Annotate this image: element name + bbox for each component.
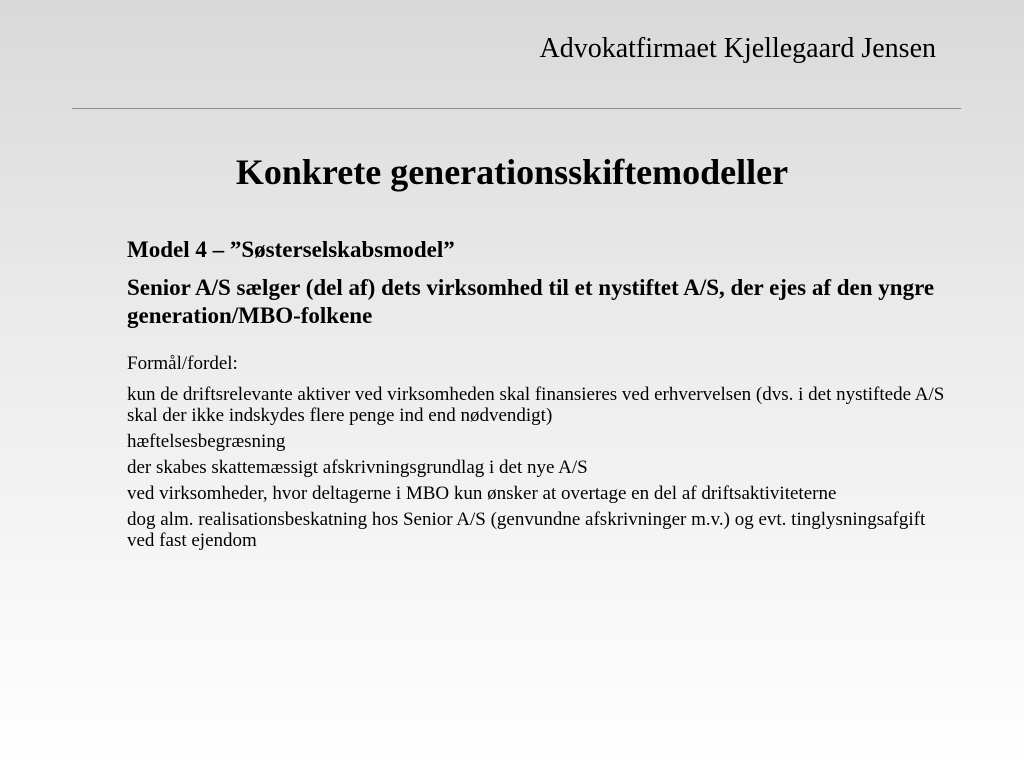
advantages-list bbox=[127, 384, 947, 551]
list-item: hæftelsesbegræsning bbox=[127, 431, 286, 452]
list-item: ved virksomheder, hvor deltagerne i MBO kun ønsker at overtage en del af driftsaktiviteterne bbox=[127, 483, 837, 504]
list-item: dog alm. realisationsbeskatning hos Senior A/S (genvundne afskrivninger m.v.) og evt. tinglysningsafgift ved fast ejendom bbox=[127, 509, 926, 551]
slide-content bbox=[127, 236, 947, 556]
firm-name: Advokatfirmaet Kjellegaard Jensen bbox=[539, 33, 936, 64]
model-description: Senior A/S sælger (del af) dets virksomhed til et nystiftet A/S, der ejes af den yngre generation/MBO-folkene bbox=[127, 275, 935, 328]
purpose-label: Formål/fordel: bbox=[127, 353, 238, 374]
header-divider bbox=[72, 108, 961, 109]
model-heading: Model 4 – ”Søsterselskabsmodel” bbox=[127, 237, 455, 262]
list-item: kun de driftsrelevante aktiver ved virksomheden skal finansieres ved erhvervelsen (dvs. i det nystiftede A/S skal der ikke indskydes flere penge ind end nødvendigt) bbox=[127, 384, 945, 426]
slide-title: Konkrete generationsskiftemodeller bbox=[235, 152, 789, 192]
list-item: der skabes skattemæssigt afskrivningsgrundlag i det nye A/S bbox=[127, 457, 588, 478]
